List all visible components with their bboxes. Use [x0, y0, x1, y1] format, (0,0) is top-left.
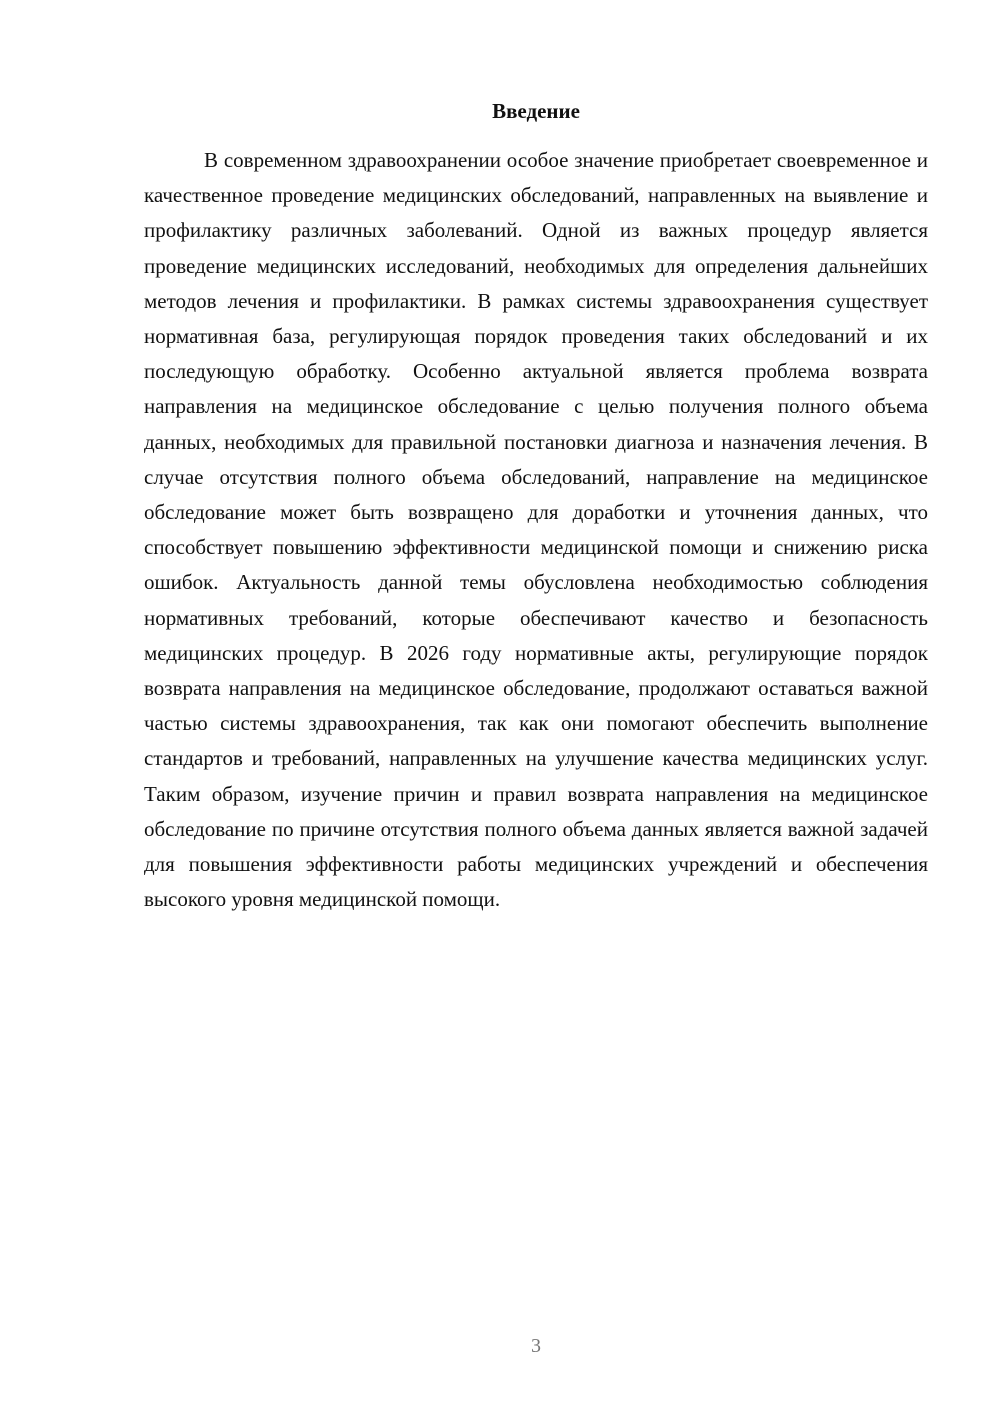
body-paragraph: В современном здравоохранении особое значение приобретает своевременное и качественное проведение медицинских обследований, направленных на выявление и профилактику различных заболеваний. Одной из важных процедур является проведение медицинских исследований, необходимых для определения дальнейших методов лечения и профилактики. В рамках системы здравоохранения существует нормативная база, регулирующая порядок проведения таких обследований и их последующую обработку. Особенно актуальной является проблема возврата направления на медицинское обследование с целью получения полного объема данных, необходимых для правильной постановки диагноза и назначения лечения. В случае отсутствия полного объема обследований, направление на медицинское обследование может быть возвращено для доработки и уточнения данных, что способствует повышению эффективности медицинской помощи и снижению риска ошибок. Актуальность данной темы обусловлена необходимостью соблюдения нормативных требований, которые обеспечивают качество и безопасность медицинских процедур. В 2026 году нормативные акты, регулирующие порядок возврата направления на медицинское обследование, продолжают оставаться важной частью системы здравоохранения, так как они помогают обеспечить выполнение стандартов и требований, направленных на улучшение качества медицинских услуг. Таким образом, изучение причин и правил возврата направления на медицинское обследование по причине отсутствия полного объема данных является важной задачей для повышения эффективности работы медицинских учреждений и обеспечения высокого уровня медицинской помощи.: [144, 148, 928, 912]
section-heading: Введение: [492, 99, 580, 123]
page-number: 3: [531, 1335, 541, 1357]
